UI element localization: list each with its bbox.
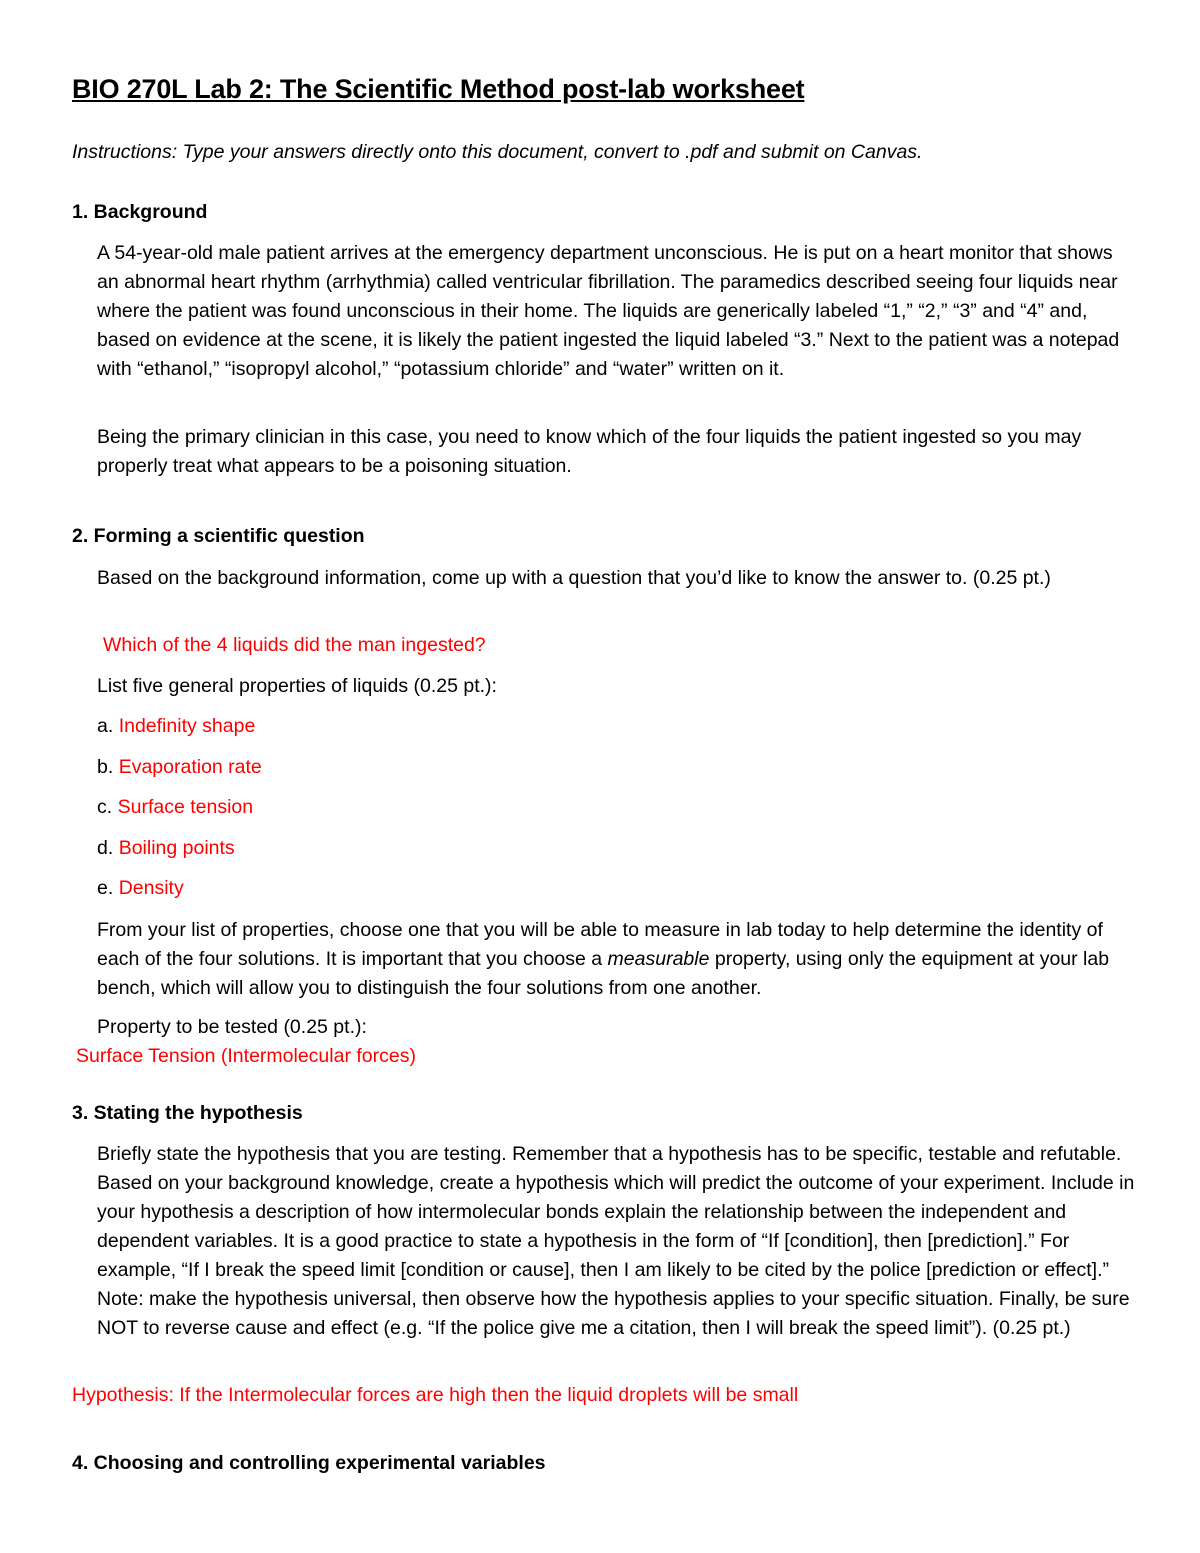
instructions-text: Instructions: Type your answers directly onto this document, convert to .pdf and submit on Canvas.	[72, 141, 923, 163]
list-item-answer: Surface tension	[117, 796, 254, 818]
list-item	[97, 877, 184, 900]
list-item	[97, 837, 235, 860]
list-item-answer: Density	[118, 877, 184, 899]
list-item-letter: c.	[97, 796, 113, 818]
background-paragraph-1: A 54-year-old male patient arrives at the emergency department unconscious. He is put on a heart monitor that shows an abnormal heart rhythm (arrhythmia) called ventricular fibrillation. The paramedics described seeing four liquids near where the patient was found unconscious in their home. The liquids are generically labeled “1,” “2,” “3” and “4” and, based on evidence at the scene, it is likely the patient ingested the liquid labeled “3.” Next to the patient was a notepad with “ethanol,” “isopropyl alcohol,” “potassium chloride” and “water” written on it.	[97, 242, 1120, 380]
section-1-heading: 1. Background	[72, 201, 208, 223]
section-4-heading: 4. Choosing and controlling experimental variables	[72, 1452, 546, 1474]
section-3-heading: 3. Stating the hypothesis	[72, 1102, 303, 1124]
list-item-answer: Indefinity shape	[118, 715, 256, 737]
list-item	[97, 796, 253, 819]
list-item-letter: e.	[97, 877, 114, 899]
properties-list-prompt: List five general properties of liquids (0.25 pt.):	[97, 675, 497, 697]
hypothesis-prompt: Briefly state the hypothesis that you are testing. Remember that a hypothesis has to be specific, testable and refutable. Based on your background knowledge, create a hypothesis which will predict the outcome of your experiment. Include in your hypothesis a description of how intermolecular bonds explain the relationship between the independent and dependent variables. It is a good practice to state a hypothesis in the form of “If [condition], then [prediction].” For example, “If I break the speed limit [condition or cause], then I am likely to be cited by the police [prediction or effect].” Note: make the hypothesis universal, then observe how the hypothesis applies to your specific situation. Finally, be sure NOT to reverse cause and effect (e.g. “If the police give me a citation, then I will break the speed limit”). (0.25 pt.)	[97, 1143, 1135, 1339]
list-item-answer: Boiling points	[118, 837, 235, 859]
list-item	[97, 756, 262, 779]
list-item-answer: Evaporation rate	[118, 756, 262, 778]
choose-property-paragraph	[97, 916, 1137, 1003]
question-prompt: Based on the background information, come up with a question that you’d like to know the answer to. (0.25 pt.)	[97, 567, 1051, 589]
choose-property-text-1: From your list of properties, choose one that you will be able to measure in lab today to help determine the identity of each of the four solutions. It is important that you choose a	[97, 919, 1103, 970]
property-answer: Surface Tension (Intermolecular forces)	[76, 1045, 416, 1067]
property-prompt: Property to be tested (0.25 pt.):	[97, 1016, 367, 1038]
background-paragraph-2: Being the primary clinician in this case, you need to know which of the four liquids the patient ingested so you may properly treat what appears to be a poisoning situation.	[97, 426, 1082, 477]
section-2-heading: 2. Forming a scientific question	[72, 525, 365, 547]
choose-property-emphasis: measurable	[607, 948, 710, 970]
document-title: BIO 270L Lab 2: The Scientific Method post-lab worksheet	[72, 74, 805, 104]
list-item-letter: b.	[97, 756, 114, 778]
question-answer: Which of the 4 liquids did the man ingested?	[103, 634, 486, 656]
list-item-letter: d.	[97, 837, 114, 859]
list-item	[97, 715, 255, 738]
hypothesis-answer: Hypothesis: If the Intermolecular forces are high then the liquid droplets will be small	[72, 1384, 799, 1406]
choose-property-text-2: property, using only the equipment at your lab bench, which will allow you to distinguish the four solutions from one another.	[97, 948, 1110, 999]
list-item-letter: a.	[97, 715, 114, 737]
